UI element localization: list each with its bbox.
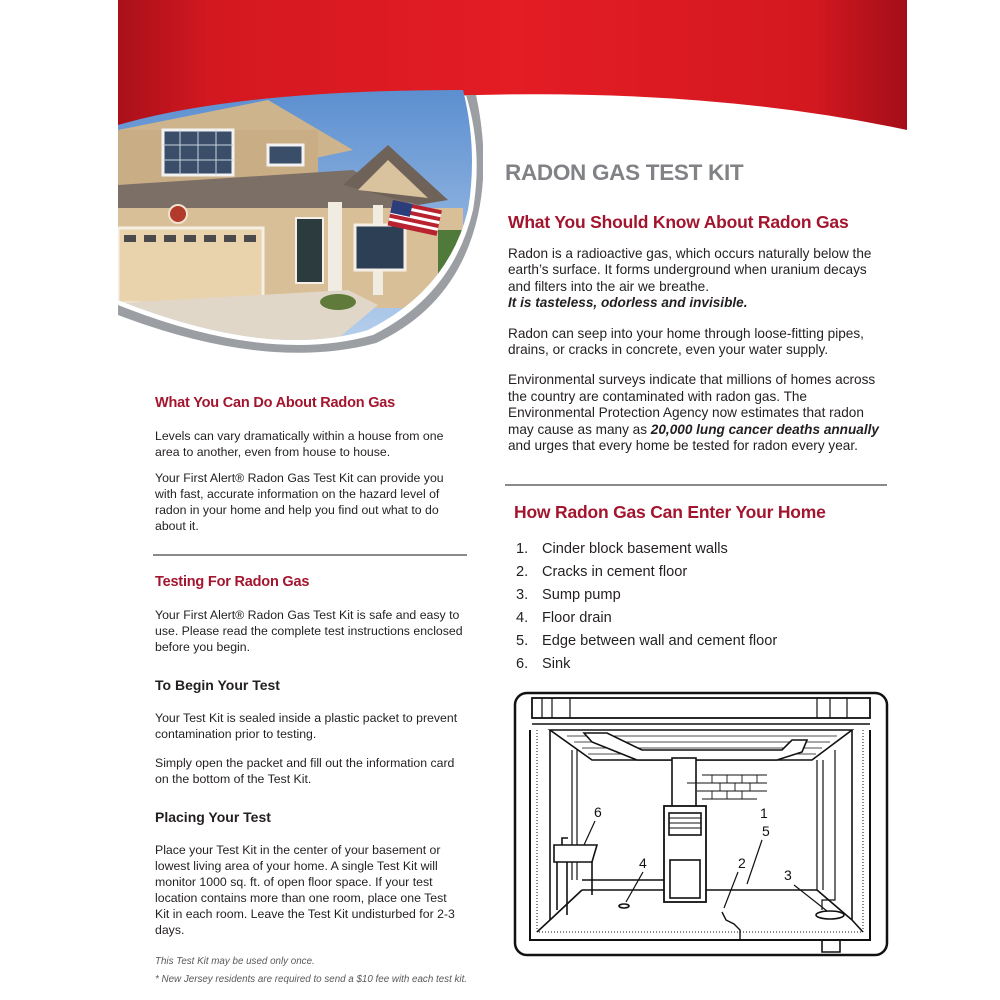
entry-point-item — [516, 538, 777, 561]
entry-point-item — [516, 584, 777, 607]
item-number: 1. — [516, 541, 529, 557]
footnote-new-jersey: * New Jersey residents are required to send a $10 fee with each test kit. — [155, 974, 468, 985]
diagram-label-2: 2 — [738, 855, 746, 871]
placing-paragraph-1: Place your Test Kit in the center of your basement or lowest living area of your home. A single Test Kit will monitor 1000 sq. ft. of open floor space. If your test location contains more than one room, place one Test Kit in each room. Leave the Test Kit undisturbed for 2-3 days. — [155, 843, 455, 937]
begin-paragraph-1: Your Test Kit is sealed inside a plastic packet to prevent contamination prior to testing. — [155, 711, 458, 741]
know-body — [508, 246, 888, 454]
know-emphasis: It is tasteless, odorless and invisible. — [508, 295, 748, 311]
can-do-heading: What You Can Do About Radon Gas — [155, 395, 396, 411]
house-photo — [118, 90, 483, 360]
entry-points-list — [516, 538, 777, 676]
testing-heading: Testing For Radon Gas — [155, 574, 310, 590]
entry-point-item — [516, 561, 777, 584]
item-label: Floor drain — [542, 610, 612, 626]
diagram-label-5: 5 — [762, 823, 770, 839]
item-label: Cinder block basement walls — [542, 541, 728, 557]
begin-paragraph-2: Simply open the packet and fill out the information card on the bottom of the Test Kit. — [155, 756, 455, 786]
can-do-body — [155, 428, 465, 534]
item-label: Sump pump — [542, 587, 621, 603]
can-do-paragraph-1: Levels can vary dramatically within a house from one area to another, even from house to house. — [155, 429, 444, 459]
know-heading: What You Should Know About Radon Gas — [508, 212, 849, 232]
item-number: 6. — [516, 656, 529, 672]
know-paragraph-1: Radon is a radioactive gas, which occurs naturally below the earth’s surface. It forms underground when uranium decays and filters into the air we breathe. It is tasteless, odorless and invisible. — [508, 246, 872, 311]
testing-body — [155, 607, 465, 655]
enter-heading: How Radon Gas Can Enter Your Home — [514, 502, 826, 522]
diagram-label-4: 4 — [639, 855, 647, 871]
footnote-single-use: This Test Kit may be used only once. — [155, 956, 315, 967]
page-title: RADON GAS TEST KIT — [505, 160, 744, 185]
placing-heading: Placing Your Test — [155, 809, 271, 825]
section-divider — [505, 484, 887, 486]
begin-heading: To Begin Your Test — [155, 677, 280, 693]
placing-body — [155, 842, 455, 938]
item-number: 5. — [516, 633, 529, 649]
know-paragraph-3: Environmental surveys indicate that millions of homes across the country are contaminated with radon gas. The Environmental Protection Agency now estimates that radon may cause as many as 20,000 lung cancer deaths annually and urges that every home be tested for radon every year. — [508, 372, 879, 454]
begin-body — [155, 710, 470, 787]
footnotes — [155, 953, 495, 989]
item-number: 3. — [516, 587, 529, 603]
diagram-label-3: 3 — [784, 867, 792, 883]
item-number: 2. — [516, 564, 529, 580]
entry-point-item — [516, 630, 777, 653]
section-divider — [153, 554, 467, 556]
item-label: Cracks in cement floor — [542, 564, 688, 580]
basement-diagram — [512, 690, 890, 958]
diagram-label-6: 6 — [594, 804, 602, 820]
testing-paragraph-1: Your First Alert® Radon Gas Test Kit is safe and easy to use. Please read the complete test instructions enclosed before you begin. — [155, 608, 463, 654]
can-do-paragraph-2: Your First Alert® Radon Gas Test Kit can provide you with fast, accurate information on the hazard level of radon in your home and help you find out what to do about it. — [155, 471, 444, 533]
diagram-label-1: 1 — [760, 805, 768, 821]
deaths-emphasis: 20,000 lung cancer deaths annually — [650, 421, 879, 437]
know-paragraph-2: Radon can seep into your home through loose-fitting pipes, drains, or cracks in concrete, even your water supply. — [508, 325, 864, 358]
entry-point-item — [516, 607, 777, 630]
item-label: Sink — [542, 656, 571, 672]
item-number: 4. — [516, 610, 529, 626]
item-label: Edge between wall and cement floor — [542, 633, 778, 649]
entry-point-item — [516, 653, 777, 676]
